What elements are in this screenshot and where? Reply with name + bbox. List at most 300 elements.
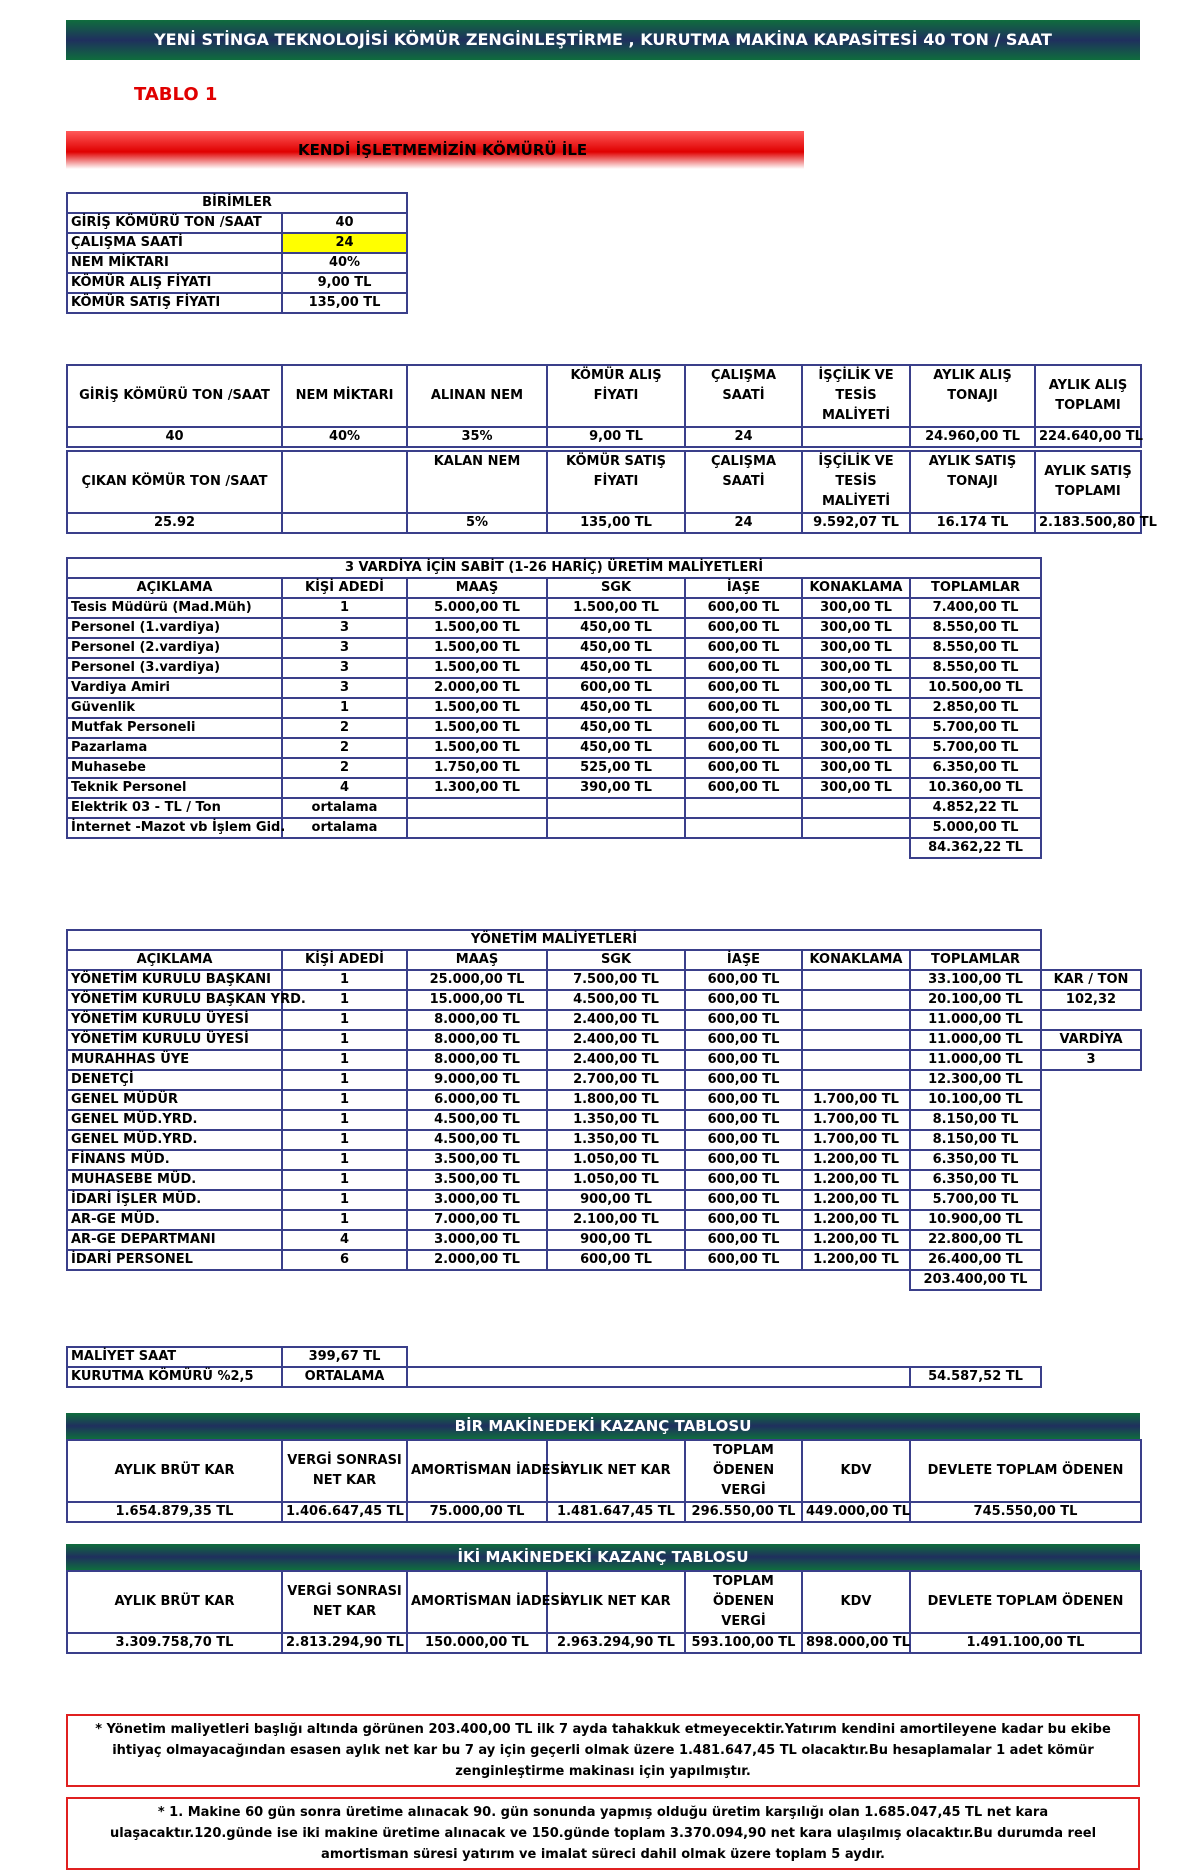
kazanc1-value: 1.654.879,35 TL xyxy=(67,1502,282,1522)
yonetim-cell: 11.000,00 TL xyxy=(910,1050,1041,1070)
birimler-label: NEM MİKTARI xyxy=(67,253,282,273)
vardiya-cell: 2 xyxy=(282,758,407,778)
page-title: YENİ STİNGA TEKNOLOJİSİ KÖMÜR ZENGİNLEŞTİRME , KURUTMA MAKİNA KAPASİTESİ 40 TON / SAAT xyxy=(154,30,1052,49)
vardiya-cell: 1.500,00 TL xyxy=(407,618,547,638)
vardiya-cell xyxy=(407,798,547,818)
yonetim-label: GENEL MÜD.YRD. xyxy=(67,1110,282,1130)
yonetim-row xyxy=(67,1150,1141,1170)
yonetim-cell: 1 xyxy=(282,970,407,990)
kazanc2-title: İKİ MAKİNEDEKİ KAZANÇ TABLOSU xyxy=(457,1548,749,1566)
kazanc2-header: KDV xyxy=(802,1571,910,1633)
yonetim-cell: 5.700,00 TL xyxy=(910,1190,1041,1210)
yonetim-cell: 600,00 TL xyxy=(685,1170,802,1190)
vardiya-cell: 300,00 TL xyxy=(802,598,910,618)
vardiya-cell: 2 xyxy=(282,718,407,738)
yonetim-cell: 2.100,00 TL xyxy=(547,1210,685,1230)
kazanc1-value: 745.550,00 TL xyxy=(910,1502,1141,1522)
vardiya-total-row xyxy=(67,838,1041,858)
kazanc2-value: 150.000,00 TL xyxy=(407,1633,547,1653)
yonetim-cell: 3.000,00 TL xyxy=(407,1230,547,1250)
yonetim-cell: 600,00 TL xyxy=(685,1210,802,1230)
vardiya-label: İnternet -Mazot vb İşlem Gid. xyxy=(67,818,282,838)
vardiya-row xyxy=(67,778,1041,798)
page-title-banner xyxy=(66,20,1140,60)
yonetim-row xyxy=(67,1090,1141,1110)
yonetim-cell: 15.000,00 TL xyxy=(407,990,547,1010)
yonetim-cell: 8.000,00 TL xyxy=(407,1030,547,1050)
vardiya-cell: 600,00 TL xyxy=(685,718,802,738)
yonetim-cell: 1.200,00 TL xyxy=(802,1190,910,1210)
vardiya-cell xyxy=(802,798,910,818)
yonetim-cell: 2.400,00 TL xyxy=(547,1010,685,1030)
yonetim-side-cell: KAR / TON xyxy=(1041,970,1141,990)
vardiya-title: 3 VARDİYA İÇİN SABİT (1-26 HARİÇ) ÜRETİM MALİYETLERİ xyxy=(67,558,1041,578)
yonetim-cell: 3.500,00 TL xyxy=(407,1150,547,1170)
kazanc2-value: 1.491.100,00 TL xyxy=(910,1633,1141,1653)
vardiya-cell xyxy=(547,818,685,838)
vardiya-cell: 6.350,00 TL xyxy=(910,758,1041,778)
yonetim-label: MURAHHAS ÜYE xyxy=(67,1050,282,1070)
yonetim-title: YÖNETİM MALİYETLERİ xyxy=(67,930,1041,950)
vardiya-cell: 600,00 TL xyxy=(685,598,802,618)
yonetim-row xyxy=(67,1170,1141,1190)
kazanc2-header: TOPLAM ÖDENEN VERGİ xyxy=(685,1571,802,1633)
giris-value xyxy=(802,427,910,447)
kazanc1-header: VERGİ SONRASI NET KAR xyxy=(282,1440,407,1502)
yonetim-cell: 10.900,00 TL xyxy=(910,1210,1041,1230)
vardiya-row xyxy=(67,758,1041,778)
vardiya-cell: 3 xyxy=(282,618,407,638)
vardiya-label: Mutfak Personeli xyxy=(67,718,282,738)
yonetim-cell: 1.050,00 TL xyxy=(547,1150,685,1170)
yonetim-cell: 2.700,00 TL xyxy=(547,1070,685,1090)
maliyet-label: MALİYET SAAT xyxy=(67,1347,282,1367)
giris-value: 9,00 TL xyxy=(547,427,685,447)
yonetim-cell: 600,00 TL xyxy=(685,1230,802,1250)
kazanc1-value: 449.000,00 TL xyxy=(802,1502,910,1522)
note-yonetim: * Yönetim maliyetleri başlığı altında görünen 203.400,00 TL ilk 7 ayda tahakkuk etmeyecektir.Yatırım kendini amortileyene kadar bu ekibe ihtiyaç olmayacağından esasen aylık net kar bu 7 ay için geçerli olmak üzere 1.481.647,45 TL olacaktır.Bu hesaplamalar 1 adet kömür zenginleştirme makinası için yapılmıştır. xyxy=(66,1714,1140,1787)
yonetim-cell: 1.200,00 TL xyxy=(802,1150,910,1170)
kazanc2-value: 2.813.294,90 TL xyxy=(282,1633,407,1653)
cikan-header xyxy=(282,451,407,513)
kazanc1-value: 75.000,00 TL xyxy=(407,1502,547,1522)
yonetim-row xyxy=(67,1250,1141,1270)
giris-header: İŞÇİLİK VE TESİS MALİYETİ xyxy=(802,365,910,427)
yonetim-cell: 4.500,00 TL xyxy=(407,1110,547,1130)
vardiya-cell: 300,00 TL xyxy=(802,618,910,638)
vardiya-label: Personel (3.vardiya) xyxy=(67,658,282,678)
kazanc2-value: 3.309.758,70 TL xyxy=(67,1633,282,1653)
vardiya-cell: 10.500,00 TL xyxy=(910,678,1041,698)
maliyet-value: 399,67 TL xyxy=(282,1347,407,1367)
vardiya-row xyxy=(67,658,1041,678)
cikan-table xyxy=(66,450,1157,534)
yonetim-cell: 6.350,00 TL xyxy=(910,1170,1041,1190)
section-subtitle: KENDİ İŞLETMEMİZİN KÖMÜRÜ İLE xyxy=(298,141,588,159)
yonetim-cell: 1.050,00 TL xyxy=(547,1170,685,1190)
yonetim-label: AR-GE MÜD. xyxy=(67,1210,282,1230)
vardiya-header: KİŞİ ADEDİ xyxy=(282,578,407,598)
yonetim-header: KİŞİ ADEDİ xyxy=(282,950,407,970)
yonetim-cell: 9.000,00 TL xyxy=(407,1070,547,1090)
giris-value: 24 xyxy=(685,427,802,447)
giris-header: ALINAN NEM xyxy=(407,365,547,427)
vardiya-cell: 1.500,00 TL xyxy=(547,598,685,618)
yonetim-cell: 1 xyxy=(282,1070,407,1090)
yonetim-row xyxy=(67,1070,1141,1090)
vardiya-cell: 600,00 TL xyxy=(547,678,685,698)
birimler-value: 9,00 TL xyxy=(282,273,407,293)
vardiya-cell: 1.500,00 TL xyxy=(407,738,547,758)
vardiya-header: KONAKLAMA xyxy=(802,578,910,598)
vardiya-row xyxy=(67,638,1041,658)
vardiya-cell: 600,00 TL xyxy=(685,678,802,698)
yonetim-cell: 1.350,00 TL xyxy=(547,1130,685,1150)
yonetim-cell: 1 xyxy=(282,1150,407,1170)
vardiya-row xyxy=(67,718,1041,738)
vardiya-cell: 300,00 TL xyxy=(802,758,910,778)
vardiya-label: Güvenlik xyxy=(67,698,282,718)
vardiya-cell: 5.700,00 TL xyxy=(910,718,1041,738)
yonetim-side-cell: 102,32 xyxy=(1041,990,1141,1010)
vardiya-header: TOPLAMLAR xyxy=(910,578,1041,598)
birimler-value: 40 xyxy=(282,213,407,233)
yonetim-label: İDARİ PERSONEL xyxy=(67,1250,282,1270)
yonetim-cell: 600,00 TL xyxy=(685,1050,802,1070)
vardiya-cell: 1.500,00 TL xyxy=(407,658,547,678)
yonetim-row xyxy=(67,1230,1141,1250)
vardiya-cell: 390,00 TL xyxy=(547,778,685,798)
yonetim-cell: 20.100,00 TL xyxy=(910,990,1041,1010)
giris-value: 224.640,00 TL xyxy=(1035,427,1141,447)
yonetim-label: YÖNETİM KURULU ÜYESİ xyxy=(67,1010,282,1030)
yonetim-cell: 3.000,00 TL xyxy=(407,1190,547,1210)
yonetim-side-cell: VARDİYA xyxy=(1041,1030,1141,1050)
yonetim-row xyxy=(67,1210,1141,1230)
yonetim-label: MUHASEBE MÜD. xyxy=(67,1170,282,1190)
yonetim-cell: 1.800,00 TL xyxy=(547,1090,685,1110)
vardiya-cell xyxy=(547,798,685,818)
vardiya-row xyxy=(67,798,1041,818)
cikan-value xyxy=(282,513,407,533)
yonetim-cell: 600,00 TL xyxy=(685,1090,802,1110)
maliyet-total: 54.587,52 TL xyxy=(910,1367,1041,1387)
cikan-value: 24 xyxy=(685,513,802,533)
yonetim-cell: 1 xyxy=(282,1210,407,1230)
vardiya-cell: 1.500,00 TL xyxy=(407,718,547,738)
vardiya-cell: 5.000,00 TL xyxy=(910,818,1041,838)
vardiya-cell: 600,00 TL xyxy=(685,638,802,658)
yonetim-header: TOPLAMLAR xyxy=(910,950,1041,970)
yonetim-cell: 2.000,00 TL xyxy=(407,1250,547,1270)
yonetim-header: MAAŞ xyxy=(407,950,547,970)
vardiya-cell: 450,00 TL xyxy=(547,638,685,658)
yonetim-cell: 2.400,00 TL xyxy=(547,1050,685,1070)
vardiya-header: İAŞE xyxy=(685,578,802,598)
kazanc2-header: DEVLETE TOPLAM ÖDENEN xyxy=(910,1571,1141,1633)
birimler-value-highlighted: 24 xyxy=(282,233,407,253)
kazanc1-header: AYLIK BRÜT KAR xyxy=(67,1440,282,1502)
vardiya-cell: ortalama xyxy=(282,798,407,818)
yonetim-cell: 600,00 TL xyxy=(685,1250,802,1270)
yonetim-row xyxy=(67,1010,1141,1030)
vardiya-label: Personel (2.vardiya) xyxy=(67,638,282,658)
vardiya-cell: 8.550,00 TL xyxy=(910,658,1041,678)
vardiya-cell: 600,00 TL xyxy=(685,658,802,678)
yonetim-header: SGK xyxy=(547,950,685,970)
vardiya-cell: 10.360,00 TL xyxy=(910,778,1041,798)
giris-header: ÇALIŞMA SAATİ xyxy=(685,365,802,427)
yonetim-cell: 33.100,00 TL xyxy=(910,970,1041,990)
birimler-label: KÖMÜR SATIŞ FİYATI xyxy=(67,293,282,313)
vardiya-total: 84.362,22 TL xyxy=(910,838,1041,858)
kazanc1-value: 296.550,00 TL xyxy=(685,1502,802,1522)
birimler-label: ÇALIŞMA SAATİ xyxy=(67,233,282,253)
yonetim-row xyxy=(67,1130,1141,1150)
yonetim-label: YÖNETİM KURULU BAŞKANI xyxy=(67,970,282,990)
yonetim-cell: 4.500,00 TL xyxy=(547,990,685,1010)
birimler-value: 135,00 TL xyxy=(282,293,407,313)
yonetim-cell: 11.000,00 TL xyxy=(910,1010,1041,1030)
yonetim-label: GENEL MÜDÜR xyxy=(67,1090,282,1110)
birimler-header: BİRİMLER xyxy=(67,193,407,213)
kazanc2-header: AYLIK BRÜT KAR xyxy=(67,1571,282,1633)
vardiya-header: SGK xyxy=(547,578,685,598)
yonetim-cell: 1 xyxy=(282,1050,407,1070)
yonetim-cell: 12.300,00 TL xyxy=(910,1070,1041,1090)
kazanc2-header: AMORTİSMAN İADESİ xyxy=(407,1571,547,1633)
cikan-header: AYLIK SATIŞ TONAJI xyxy=(910,451,1035,513)
vardiya-cell: 2.850,00 TL xyxy=(910,698,1041,718)
vardiya-cell: 600,00 TL xyxy=(685,698,802,718)
vardiya-label: Muhasebe xyxy=(67,758,282,778)
vardiya-cell: 1 xyxy=(282,698,407,718)
vardiya-cell: 2 xyxy=(282,738,407,758)
vardiya-cell xyxy=(802,818,910,838)
yonetim-cell: 600,00 TL xyxy=(547,1250,685,1270)
yonetim-cell: 1.200,00 TL xyxy=(802,1170,910,1190)
kazanc2-value: 2.963.294,90 TL xyxy=(547,1633,685,1653)
yonetim-cell: 600,00 TL xyxy=(685,1150,802,1170)
birimler-label: GİRİŞ KÖMÜRÜ TON /SAAT xyxy=(67,213,282,233)
yonetim-cell: 2.400,00 TL xyxy=(547,1030,685,1050)
vardiya-cell: 300,00 TL xyxy=(802,658,910,678)
yonetim-cell: 1.700,00 TL xyxy=(802,1090,910,1110)
maliyet-value: ORTALAMA xyxy=(282,1367,407,1387)
yonetim-cell: 8.150,00 TL xyxy=(910,1110,1041,1130)
kazanc1-title-banner xyxy=(66,1413,1140,1439)
kazanc1-table xyxy=(66,1439,1142,1523)
cikan-header: KÖMÜR SATIŞ FİYATI xyxy=(547,451,685,513)
yonetim-cell: 7.000,00 TL xyxy=(407,1210,547,1230)
vardiya-cell: 450,00 TL xyxy=(547,658,685,678)
giris-table xyxy=(66,364,1142,448)
giris-value: 35% xyxy=(407,427,547,447)
yonetim-cell xyxy=(802,1010,910,1030)
yonetim-total: 203.400,00 TL xyxy=(910,1270,1041,1290)
yonetim-cell: 1 xyxy=(282,1190,407,1210)
vardiya-cell: 5.000,00 TL xyxy=(407,598,547,618)
giris-value: 40 xyxy=(67,427,282,447)
vardiya-cell: 1 xyxy=(282,598,407,618)
yonetim-row xyxy=(67,1190,1141,1210)
yonetim-cell: 1 xyxy=(282,1010,407,1030)
vardiya-row xyxy=(67,598,1041,618)
vardiya-cell: 300,00 TL xyxy=(802,738,910,758)
yonetim-cell: 1 xyxy=(282,1030,407,1050)
vardiya-cost-table xyxy=(66,557,1042,859)
vardiya-cell: 3 xyxy=(282,638,407,658)
vardiya-cell: 7.400,00 TL xyxy=(910,598,1041,618)
vardiya-label: Personel (1.vardiya) xyxy=(67,618,282,638)
yonetim-cell: 1 xyxy=(282,1130,407,1150)
yonetim-cell: 3.500,00 TL xyxy=(407,1170,547,1190)
vardiya-row xyxy=(67,678,1041,698)
yonetim-label: İDARİ İŞLER MÜD. xyxy=(67,1190,282,1210)
vardiya-cell: 4.852,22 TL xyxy=(910,798,1041,818)
yonetim-row xyxy=(67,1110,1141,1130)
yonetim-cell xyxy=(802,990,910,1010)
vardiya-cell: 4 xyxy=(282,778,407,798)
giris-header: AYLIK ALIŞ TONAJI xyxy=(910,365,1035,427)
yonetim-cell: 8.000,00 TL xyxy=(407,1010,547,1030)
yonetim-cell: 900,00 TL xyxy=(547,1230,685,1250)
vardiya-row xyxy=(67,738,1041,758)
vardiya-header: AÇIKLAMA xyxy=(67,578,282,598)
yonetim-cell: 1 xyxy=(282,1090,407,1110)
yonetim-cell: 10.100,00 TL xyxy=(910,1090,1041,1110)
yonetim-row xyxy=(67,970,1141,990)
vardiya-cell: 8.550,00 TL xyxy=(910,618,1041,638)
yonetim-cost-table xyxy=(66,929,1142,1291)
yonetim-cell: 25.000,00 TL xyxy=(407,970,547,990)
cikan-header: ÇALIŞMA SAATİ xyxy=(685,451,802,513)
vardiya-cell xyxy=(407,818,547,838)
giris-value: 40% xyxy=(282,427,407,447)
vardiya-cell: 450,00 TL xyxy=(547,738,685,758)
vardiya-cell: 600,00 TL xyxy=(685,758,802,778)
yonetim-cell: 1.700,00 TL xyxy=(802,1130,910,1150)
yonetim-cell: 8.150,00 TL xyxy=(910,1130,1041,1150)
giris-value: 24.960,00 TL xyxy=(910,427,1035,447)
vardiya-cell: 1.300,00 TL xyxy=(407,778,547,798)
vardiya-cell xyxy=(685,798,802,818)
vardiya-cell: 600,00 TL xyxy=(685,618,802,638)
yonetim-label: YÖNETİM KURULU BAŞKAN YRD. xyxy=(67,990,282,1010)
yonetim-cell: 6.000,00 TL xyxy=(407,1090,547,1110)
yonetim-cell: 600,00 TL xyxy=(685,1190,802,1210)
vardiya-cell: 3 xyxy=(282,658,407,678)
birimler-value: 40% xyxy=(282,253,407,273)
birimler-table xyxy=(66,192,408,314)
yonetim-cell: 6 xyxy=(282,1250,407,1270)
vardiya-row xyxy=(67,618,1041,638)
yonetim-cell xyxy=(802,970,910,990)
vardiya-cell: 5.700,00 TL xyxy=(910,738,1041,758)
vardiya-cell: 600,00 TL xyxy=(685,778,802,798)
yonetim-cell: 7.500,00 TL xyxy=(547,970,685,990)
vardiya-cell: 1.750,00 TL xyxy=(407,758,547,778)
kazanc2-header: VERGİ SONRASI NET KAR xyxy=(282,1571,407,1633)
vardiya-cell: 300,00 TL xyxy=(802,678,910,698)
yonetim-cell xyxy=(802,1050,910,1070)
cikan-value: 5% xyxy=(407,513,547,533)
giris-header: AYLIK ALIŞ TOPLAMI xyxy=(1035,365,1141,427)
yonetim-cell: 600,00 TL xyxy=(685,1030,802,1050)
yonetim-cell: 1 xyxy=(282,1110,407,1130)
yonetim-cell: 1.200,00 TL xyxy=(802,1250,910,1270)
cikan-header: AYLIK SATIŞ TOPLAMI xyxy=(1035,451,1141,513)
vardiya-cell: 1.500,00 TL xyxy=(407,638,547,658)
tablo-label: TABLO 1 xyxy=(134,84,218,105)
yonetim-header: İAŞE xyxy=(685,950,802,970)
vardiya-row xyxy=(67,818,1041,838)
vardiya-cell: 525,00 TL xyxy=(547,758,685,778)
yonetim-cell: 1.700,00 TL xyxy=(802,1110,910,1130)
kazanc1-title: BİR MAKİNEDEKİ KAZANÇ TABLOSU xyxy=(454,1417,752,1435)
kazanc1-value: 1.406.647,45 TL xyxy=(282,1502,407,1522)
yonetim-cell: 22.800,00 TL xyxy=(910,1230,1041,1250)
cikan-header: ÇIKAN KÖMÜR TON /SAAT xyxy=(67,451,282,513)
vardiya-label: Tesis Müdürü (Mad.Müh) xyxy=(67,598,282,618)
section-subtitle-bar xyxy=(66,131,804,169)
vardiya-cell: 8.550,00 TL xyxy=(910,638,1041,658)
yonetim-label: DENETÇİ xyxy=(67,1070,282,1090)
yonetim-row xyxy=(67,1050,1141,1070)
yonetim-cell: 4 xyxy=(282,1230,407,1250)
yonetim-cell: 1 xyxy=(282,990,407,1010)
vardiya-cell: 3 xyxy=(282,678,407,698)
vardiya-cell: 450,00 TL xyxy=(547,618,685,638)
yonetim-cell: 600,00 TL xyxy=(685,1110,802,1130)
cikan-value: 2.183.500,80 TL xyxy=(1035,513,1141,533)
yonetim-label: GENEL MÜD.YRD. xyxy=(67,1130,282,1150)
vardiya-cell: 450,00 TL xyxy=(547,698,685,718)
vardiya-header: MAAŞ xyxy=(407,578,547,598)
note-amortisman: * 1. Makine 60 gün sonra üretime alınacak 90. gün sonunda yapmış olduğu üretim karşılığı olan 1.685.047,45 TL net kara ulaşacaktır.120.günde ise iki makine üretime alınacak ve 150.günde toplam 3.370.094,90 net kara ulaşılmış olacaktır.Bu durumda reel amortisman süresi yatırım ve imalat süreci dahil olmak üzere toplam 5 aydır. xyxy=(66,1797,1140,1870)
yonetim-header: AÇIKLAMA xyxy=(67,950,282,970)
kazanc2-table xyxy=(66,1570,1142,1654)
vardiya-label: Teknik Personel xyxy=(67,778,282,798)
kazanc1-header: AYLIK NET KAR xyxy=(547,1440,685,1502)
vardiya-row xyxy=(67,698,1041,718)
yonetim-label: AR-GE DEPARTMANI xyxy=(67,1230,282,1250)
vardiya-cell xyxy=(685,818,802,838)
yonetim-cell: 1.200,00 TL xyxy=(802,1210,910,1230)
giris-header: NEM MİKTARI xyxy=(282,365,407,427)
kazanc1-value: 1.481.647,45 TL xyxy=(547,1502,685,1522)
yonetim-side-cell: 3 xyxy=(1041,1050,1141,1070)
yonetim-cell xyxy=(802,1070,910,1090)
yonetim-row xyxy=(67,990,1141,1010)
yonetim-cell: 1 xyxy=(282,1170,407,1190)
cikan-header: İŞÇİLİK VE TESİS MALİYETİ xyxy=(802,451,910,513)
kazanc2-value: 898.000,00 TL xyxy=(802,1633,910,1653)
vardiya-label: Vardiya Amiri xyxy=(67,678,282,698)
vardiya-cell: 300,00 TL xyxy=(802,778,910,798)
yonetim-cell xyxy=(802,1030,910,1050)
maliyet-table xyxy=(66,1346,1042,1388)
cikan-value: 135,00 TL xyxy=(547,513,685,533)
yonetim-label: YÖNETİM KURULU ÜYESİ xyxy=(67,1030,282,1050)
yonetim-cell: 600,00 TL xyxy=(685,990,802,1010)
yonetim-total-row xyxy=(67,1270,1141,1290)
yonetim-cell: 1.350,00 TL xyxy=(547,1110,685,1130)
cikan-value: 25.92 xyxy=(67,513,282,533)
kazanc2-header: AYLIK NET KAR xyxy=(547,1571,685,1633)
yonetim-row xyxy=(67,1030,1141,1050)
vardiya-cell: ortalama xyxy=(282,818,407,838)
